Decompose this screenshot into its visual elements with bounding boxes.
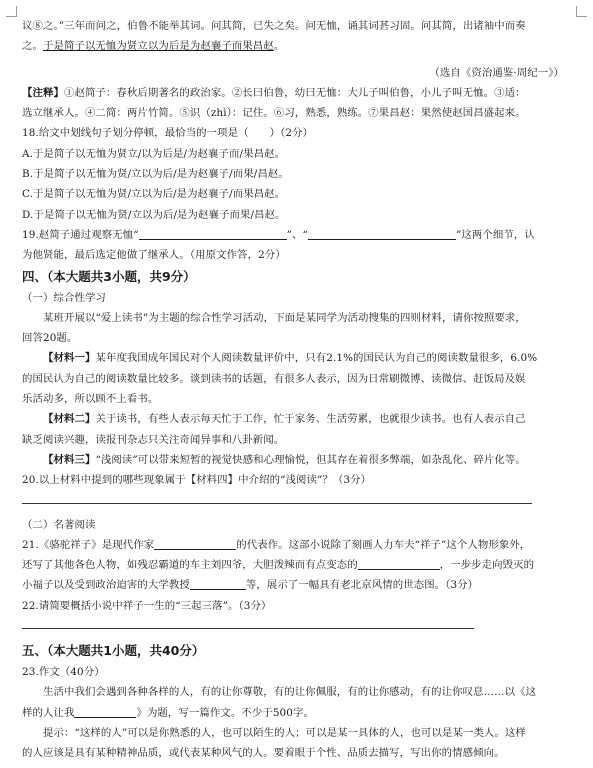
answer-blank-character[interactable]	[358, 558, 440, 570]
material-1-line-1	[22, 348, 572, 368]
passage-source: （选自《资治通鉴·周纪一》）	[429, 66, 564, 79]
crop-mark-top-left	[6, 6, 17, 17]
question-21-start: 21.《骆驼祥子》是现代作家	[22, 538, 155, 551]
question-21-line-3	[22, 575, 572, 595]
answer-line-20[interactable]	[22, 503, 532, 504]
material-1-line-2: 的国民认为自己的阅读数量比较多。谈到读书的话题，有很多人表示，因为日常刷微博、读微信、赶饭局及娱	[22, 372, 526, 385]
material-3-label: 【材料三】	[43, 453, 96, 466]
answer-line-22[interactable]	[22, 628, 474, 629]
notes-label: 【注释】	[22, 86, 64, 99]
essay-tip-line-2: 的人应该是具有某种精神品质，或代表某种风气的人。要着眼于个性、品质去描写，写出你的情感倾向。	[22, 747, 505, 760]
subsection-1-title: （一）综合性学习	[22, 291, 106, 304]
material-3-text: “浅阅读”可以带来短暂的视觉快感和心理愉悦，但其存在着很多弊端，如杂乱化、碎片化等。	[95, 453, 526, 466]
notes-line-1	[22, 83, 572, 103]
answer-blank-2[interactable]	[308, 228, 456, 240]
question-19-mid: ”、“	[286, 228, 308, 241]
passage-line-1: 议⑧之。”三年而问之，伯鲁不能举其词。问其简，已失之矣。问无恤，诵其词甚习固。问其简，出诸袖中而奏	[22, 20, 526, 32]
subsection-2-title: （二）名著阅读	[22, 518, 96, 531]
answer-blank-professor[interactable]	[190, 578, 246, 590]
question-21-line-2-start: 还写了其他各色人物，如残忍霸道的车主刘四爷，大胆泼辣而有点变态的	[22, 559, 358, 572]
question-21-line-1	[22, 535, 572, 555]
intro-line-2: 回答20题。	[22, 332, 78, 345]
underlined-sentence: 于是简子以无恤为贤立以为后是为赵襄子而果昌赵	[42, 40, 274, 53]
question-21-line-3-end: 等，展示了一幅具有老北京风情的世态图。（3分）	[245, 579, 479, 592]
material-2-line-2: 缺乏阅读兴趣，读报刊杂志只关注奇闻异事和八卦新闻。	[22, 433, 285, 446]
question-19-line-2: 为他贤能，最后选定他做了继承人。（用原文作答，2分）	[22, 249, 286, 262]
material-2-line-1	[22, 409, 572, 429]
question-20: 20.以上材料中提到的哪些现象属于【材料四】中介绍的“浅阅读”？（3分）	[22, 474, 372, 487]
question-22: 22.请简要概括小说中祥子一生的“三起三落”。（3分）	[22, 599, 272, 612]
question-23: 23.作文（40分）	[22, 666, 105, 679]
material-3-line-1	[22, 450, 572, 470]
material-1-text: 某年度我国成年国民对个人阅读数量评价中，只有2.1%的国民认为自己的阅读数量很多，6.0%	[95, 352, 538, 365]
question-19-line-1	[22, 225, 572, 245]
intro-line-1: 某班开展以“爱上读书”为主题的综合性学习活动，下面是某同学为活动搜集的四则材料，请你按照要求，	[43, 311, 526, 324]
essay-prompt-line-2	[22, 703, 572, 723]
passage-line-2-end: 。	[273, 40, 285, 53]
answer-blank-author[interactable]	[154, 538, 236, 550]
essay-prompt-line-2-end: 》为题，写一篇作文。不少于500字。	[136, 706, 314, 719]
notes-line-2: 选立继承人。④二简：两片竹简。⑤识（zhì）：记住。⑥习，熟悉，熟练。⑦果昌赵：果然使赵国昌盛起来。	[22, 107, 526, 120]
question-19-prefix: 19.赵简子通过观察无恤“	[22, 228, 139, 241]
material-1-label: 【材料一】	[43, 352, 96, 365]
question-18-stem: 18.给文中划线句子划分停顿，最恰当的一项是（ ）（2分）	[22, 127, 314, 140]
material-2-text: 关于读书，有些人表示每天忙于工作，忙于家务、生活劳累，也就很少读书。也有人表示自己	[95, 413, 526, 426]
question-18-option-d: D.于是简子以无恤为贤/立以为后/是为赵襄子而果/昌赵。	[22, 208, 286, 221]
question-21-line-3-start: 小福子以及受到政治迫害的大学教授	[22, 579, 190, 592]
page-content	[22, 16, 572, 764]
passage-line-2	[22, 36, 572, 56]
question-18-option-b: B.于是简子以无恤为贤/立以为后/是为赵襄子/而果/昌赵。	[22, 168, 289, 181]
essay-prompt-line-1: 生活中我们会遇到各种各样的人，有的让你尊敬，有的让你佩服，有的让你感动，有的让你叹息……以《这	[43, 686, 537, 699]
question-21-line-2	[22, 555, 572, 575]
answer-blank-title[interactable]	[74, 706, 136, 718]
question-21-rest: 的代表作。这部小说除了刻画人力车夫“祥子”这个人物形象外，	[236, 538, 531, 551]
question-18-option-c: C.于是简子以无恤为贤/立以为后/是为赵襄子/而果昌赵。	[22, 188, 286, 201]
material-2-label: 【材料二】	[43, 413, 96, 426]
question-19-suffix: ”这两个细节，认	[455, 228, 535, 241]
crop-mark-top-right	[576, 6, 587, 17]
question-21-line-2-end: ，一步步走向毁灭的	[439, 559, 535, 572]
material-1-line-3: 乐活动多，所以顾不上看书。	[22, 393, 159, 406]
notes-line-1-text: ①赵简子：春秋后期著名的政治家。②长曰伯鲁，幼曰无恤：大儿子叫伯鲁，小儿子叫无恤。③适：	[63, 86, 526, 99]
question-18-option-a: A.于是简子以无恤为贤立/以为后是/为赵襄子而/果昌赵。	[22, 147, 286, 160]
answer-blank-1[interactable]	[139, 228, 287, 240]
passage-line-2-start: 之。	[22, 40, 43, 53]
section-4-title: 四、（本大题共3小题，共9分）	[22, 268, 196, 284]
section-5-title: 五、（本大题共1小题，共40分）	[22, 643, 205, 659]
essay-prompt-line-2-start: 样的人让我	[22, 706, 75, 719]
essay-tip-line-1: 提示：“这样的人”可以是你熟悉的人，也可以陌生的人；可以是某一具体的人，也可以是某一类人。这样	[43, 726, 526, 739]
